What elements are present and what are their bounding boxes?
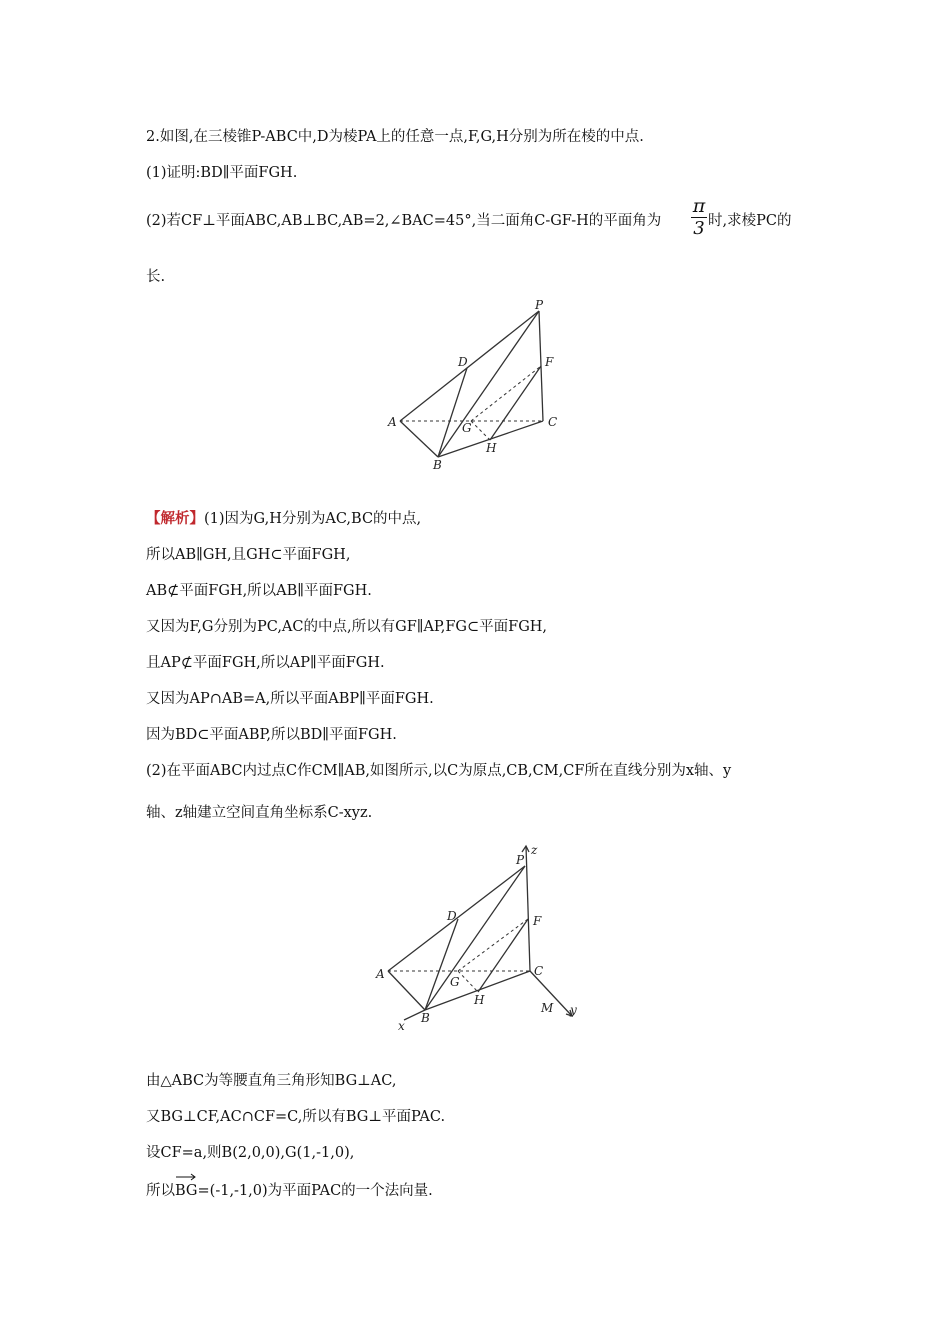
solution-line-3: AB⊄平面FGH,所以AB∥平面FGH. — [146, 583, 372, 599]
label-y: y — [570, 1003, 577, 1017]
vector-BG — [175, 1181, 198, 1201]
solution2-post: =(-1,-1,0)为平面PAC的一个法向量. — [197, 1183, 433, 1199]
label-G-2: G — [450, 975, 460, 989]
vector-BG-text: BG — [175, 1183, 198, 1199]
label-B: B — [433, 458, 442, 472]
label-P-2: P — [516, 853, 525, 867]
solution2-line-1: 由△ABC为等腰直角三角形知BG⊥AC, — [146, 1073, 397, 1089]
label-F-2: F — [533, 914, 542, 928]
label-z: z — [531, 843, 538, 857]
label-H-2: H — [474, 993, 485, 1007]
z-axis — [526, 846, 530, 971]
solution-line-5: 且AP⊄平面FGH,所以AP∥平面FGH. — [146, 655, 385, 671]
problem-line-1: 2.如图,在三棱锥P-ABC中,D为棱PA上的任意一点,F,G,H分别为所在棱的中点. — [146, 129, 644, 145]
label-C-2: C — [534, 964, 544, 978]
solution-line-6: 又因为AP∩AB=A,所以平面ABP∥平面FGH. — [146, 691, 434, 707]
label-D: D — [458, 355, 468, 369]
label-B-2: B — [421, 1011, 430, 1025]
label-C: C — [548, 415, 558, 429]
label-A-2: A — [376, 967, 385, 981]
solution2-line-2: 又BG⊥CF,AC∩CF=C,所以有BG⊥平面PAC. — [146, 1109, 446, 1125]
label-D-2: D — [447, 909, 457, 923]
problem-part-2: (2)若CF⊥平面ABC,AB⊥BC,AB=2,∠BAC=45°,当二面角C-GF-H的平面角为 — [146, 213, 662, 229]
edge-BD-2 — [425, 919, 458, 1010]
solution2-pre: 所以 — [146, 1183, 175, 1199]
vector-arrow-icon — [175, 1173, 197, 1181]
solution-line-7: 因为BD⊂平面ABP,所以BD∥平面FGH. — [146, 727, 397, 743]
three-denominator: 3 — [693, 218, 705, 239]
label-F: F — [545, 355, 554, 369]
edge-AB-2 — [388, 971, 425, 1010]
problem-part-2-tail: 时,求棱PC的 — [708, 213, 792, 229]
solution-tag: 【解析】 — [146, 510, 204, 527]
label-H: H — [486, 441, 497, 455]
label-x: x — [398, 1019, 405, 1033]
pi-numerator: π — [692, 195, 706, 217]
solution-line-8: (2)在平面ABC内过点C作CM∥AB,如图所示,以C为原点,CB,CM,CF所在直线分别为x轴、y — [146, 763, 732, 779]
solution-line-4: 又因为F,G分别为PC,AC的中点,所以有GF∥AP,FG⊂平面FGH, — [146, 619, 548, 635]
edge-GF-hidden-2 — [458, 919, 528, 971]
solution2-line-3: 设CF=a,则B(2,0,0),G(1,-1,0), — [146, 1145, 355, 1161]
solution-line-9: 轴、z轴建立空间直角坐标系C-xyz. — [146, 805, 373, 821]
label-M: M — [541, 1001, 554, 1015]
problem-part-2-end: 长. — [146, 269, 166, 285]
label-A: A — [388, 415, 397, 429]
edge-GH-hidden-2 — [458, 971, 478, 992]
solution-line-2: 所以AB∥GH,且GH⊂平面FGH, — [146, 547, 351, 563]
label-P: P — [535, 298, 544, 312]
solution2-line-4 — [146, 1181, 433, 1201]
problem-part-1: (1)证明:BD∥平面FGH. — [146, 165, 298, 181]
label-G: G — [462, 421, 472, 435]
solution-text-1: (1)因为G,H分别为AC,BC的中点, — [204, 511, 422, 527]
